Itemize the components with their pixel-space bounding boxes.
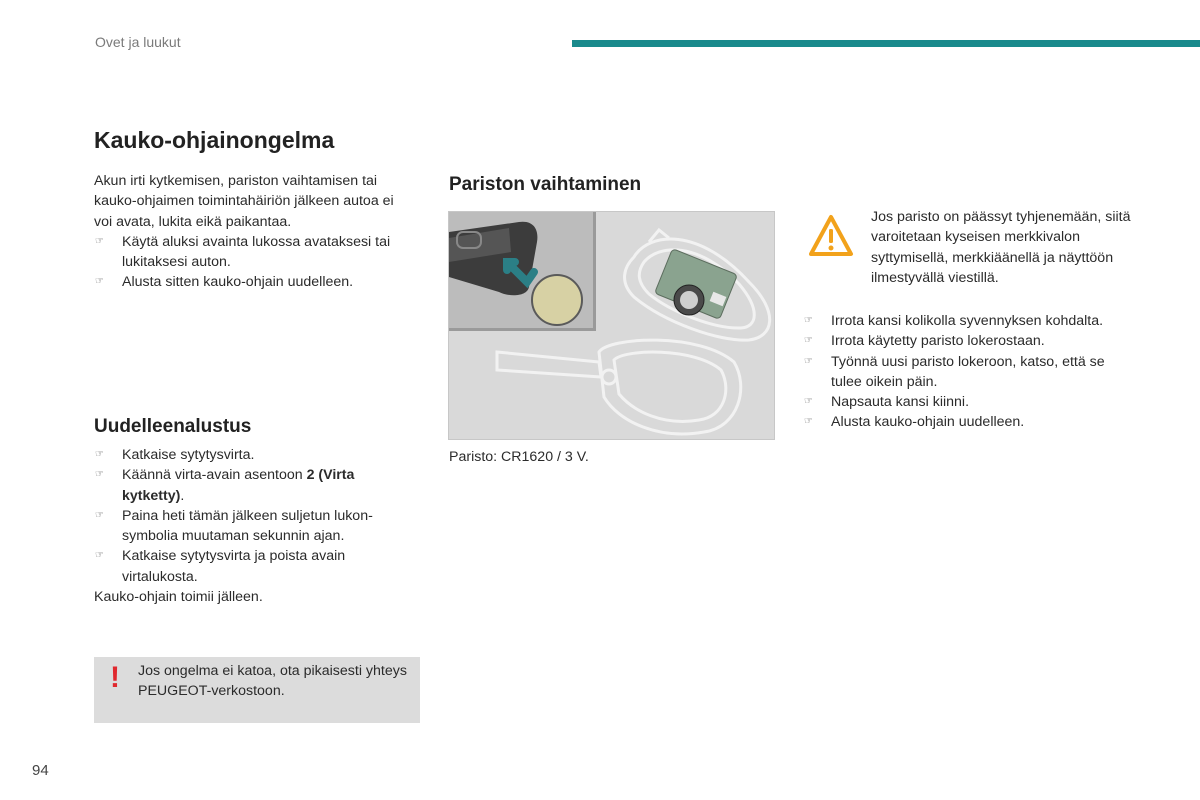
pointing-hand-icon: ☞	[95, 276, 104, 288]
pointing-hand-icon: ☞	[804, 315, 813, 326]
pointing-hand-icon: ☞	[804, 355, 813, 367]
inset-detail	[449, 212, 596, 331]
list-item: ☞ Katkaise sytytysvirta.	[94, 445, 404, 465]
pointing-hand-icon: ☞	[804, 335, 813, 347]
list-item: ☞ Napsauta kansi kiinni.	[803, 392, 1138, 412]
pointing-hand-icon: ☞	[95, 550, 104, 562]
notice-box	[94, 657, 420, 723]
exclamation-icon: !	[110, 661, 120, 694]
battery-bullets	[803, 311, 1138, 433]
intro-text: Akun irti kytkemisen, pariston vaihtamisen tai kauko-ohjaimen toimintahäiriön jälkeen autoa ei voi avata, lukita eikä paikantaa.	[94, 173, 394, 230]
page-number: 94	[32, 762, 49, 779]
list-item: ☞ Katkaise sytytysvirta ja poista avain virtalukosta.	[95, 548, 346, 585]
header-accent-bar	[572, 40, 1200, 47]
pointing-hand-icon: ☞	[804, 396, 813, 408]
page-title: Kauko-ohjainongelma	[94, 127, 335, 153]
list-item: ☞ Käytä aluksi avainta lukossa avataksesi tai lukitaksesi auton.	[95, 233, 391, 271]
warning-triangle-icon	[808, 214, 854, 258]
list-item: ☞ Työnnä uusi paristo lokeroon, katso, että se tulee oikein päin.	[804, 353, 1105, 390]
list-item: ☞ Alusta sitten kauko-ohjain uudelleen.	[94, 272, 414, 292]
list-item: ☞ Käännä virta-avain asentoon 2 (Virta kytketty).	[95, 467, 355, 504]
battery-heading: Pariston vaihtaminen	[449, 174, 642, 195]
ignition-position-label: 2 (Virta kytketty)	[122, 467, 355, 504]
pointing-hand-icon: ☞	[95, 469, 104, 481]
pointing-hand-icon: ☞	[95, 509, 104, 521]
list-item: ☞ Irrota kansi kolikolla syvennyksen kohdalta.	[803, 311, 1138, 331]
battery-steps	[803, 311, 1138, 433]
intro-bullets	[94, 232, 414, 293]
battery-caption: Paristo: CR1620 / 3 V.	[449, 449, 589, 465]
section-header: Ovet ja luukut	[95, 34, 181, 50]
pointing-hand-icon: ☞	[95, 449, 104, 460]
reinit-bullets	[94, 445, 404, 587]
warning-text: Jos paristo on päässyt tyhjenemään, siitä varoitetaan kyseisen merkkivalon syttymisellä, merkkiäänellä ja näyttöön ilmestyvällä viestillä.	[871, 209, 1131, 286]
list-item: ☞ Paina heti tämän jälkeen suljetun lukon-symbolia muutaman sekunnin ajan.	[95, 507, 373, 545]
list-item: ☞ Alusta kauko-ohjain uudelleen.	[803, 412, 1138, 432]
notice-text: Jos ongelma ei katoa, ota pikaisesti yhteys PEUGEOT-verkostoon.	[138, 663, 407, 700]
pointing-hand-icon: ☞	[95, 235, 104, 247]
coin-insert-drawing	[449, 212, 596, 331]
pointing-hand-icon: ☞	[804, 416, 813, 428]
reinit-footer: Kauko-ohjain toimii jälleen.	[94, 589, 263, 606]
reinit-heading: Uudelleenalustus	[94, 416, 252, 437]
list-item: ☞ Irrota käytetty paristo lokerostaan.	[803, 331, 1138, 351]
intro-section	[94, 171, 414, 293]
reinit-section	[94, 445, 404, 607]
key-fob-battery-illustration	[448, 211, 775, 440]
